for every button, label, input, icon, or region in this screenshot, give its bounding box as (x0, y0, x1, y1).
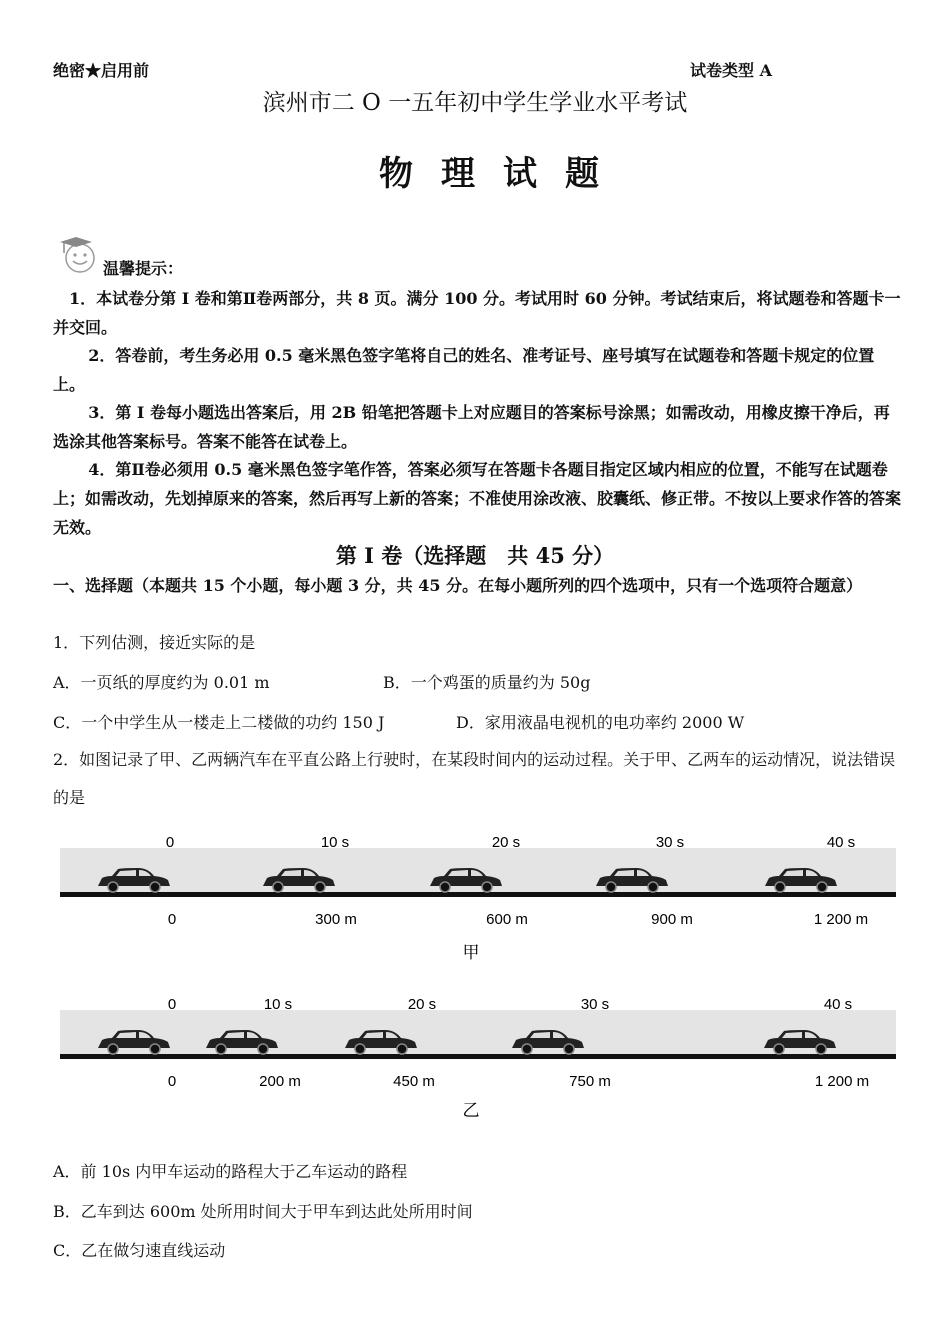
yi-track (60, 996, 896, 1121)
car-motion-figure (60, 828, 896, 1123)
tip-item-2: 2．答卷前，考生务必用 0.5 毫米黑色签字笔将自己的姓名、准考证号、座号填写在试题卷和答题卡规定的位置上。 (53, 346, 875, 394)
yi-dist-1200: 1 200 m (814, 1073, 870, 1090)
jia-time-20: 20 s (491, 834, 521, 851)
tips-label: 温馨提示： (103, 259, 184, 278)
q2-option-a: A．前 10s 内甲车运动的路程大于乙车运动的路程 (53, 1162, 408, 1181)
yi-dist-450: 450 m (393, 1073, 435, 1090)
yi-time-30: 30 s (580, 996, 610, 1013)
yi-dist-0: 0 (167, 1073, 177, 1090)
secret-label: 绝密★启用前 (53, 61, 150, 80)
exam-title: 滨州市二 O 一五年初中学生学业水平考试 (262, 90, 688, 116)
q1-option-a: A．一页纸的厚度约为 0.01 m (53, 673, 270, 692)
yi-time-0: 0 (167, 996, 177, 1013)
jia-label: 甲 (462, 943, 480, 963)
jia-time-40: 40 s (826, 834, 856, 851)
tip-item-1: 1．本试卷分第 I 卷和第Ⅱ卷两部分，共 8 页。满分 100 分。考试用时 60 分钟。考试结束后，将试题卷和答题卡一并交回。 (53, 289, 901, 337)
jia-track (60, 834, 896, 963)
tip-item-3: 3．第 I 卷每小题选出答案后，用 2B 铅笔把答题卡上对应题目的答案标号涂黑；如需改动，用橡皮擦干净后，再选涂其他答案标号。答案不能答在试卷上。 (53, 403, 890, 451)
q2-stem: 2．如图记录了甲、乙两辆汽车在平直公路上行驶时，在某段时间内的运动过程。关于甲、乙两车的运动情况，说法错误的是 (53, 750, 896, 807)
smiley-graduate-icon (56, 234, 100, 276)
jia-dist-1200: 1 200 m (813, 911, 869, 928)
jia-time-10: 10 s (320, 834, 350, 851)
yi-dist-200: 200 m (259, 1073, 301, 1090)
q1-option-d: D．家用液晶电视机的电功率约 2000 W (456, 713, 745, 732)
q2-option-b: B．乙车到达 600m 处所用时间大于甲车到达此处所用时间 (53, 1202, 473, 1221)
q1-option-c: C．一个中学生从一楼走上二楼做的功约 150 J (53, 713, 385, 732)
jia-time-0: 0 (165, 834, 175, 851)
section-intro: 一、选择题（本题共 15 个小题，每小题 3 分，共 45 分。在每小题所列的四个选项中，只有一个选项符合题意） (53, 576, 863, 595)
yi-time-20: 20 s (407, 996, 437, 1013)
section-title: 第 I 卷（选择题 共 45 分） (335, 543, 615, 568)
yi-time-10: 10 s (263, 996, 293, 1013)
jia-dist-900: 900 m (651, 911, 693, 928)
jia-dist-600: 600 m (486, 911, 528, 928)
paper-type-label: 试卷类型 A (690, 61, 772, 80)
q2-option-c: C．乙在做匀速直线运动 (53, 1241, 226, 1260)
q1-option-b: B．一个鸡蛋的质量约为 50g (383, 673, 591, 692)
yi-label: 乙 (462, 1101, 480, 1121)
subject-title: 物理试题 (379, 154, 627, 194)
yi-dist-750: 750 m (569, 1073, 611, 1090)
yi-time-40: 40 s (823, 996, 853, 1013)
jia-dist-0: 0 (167, 911, 177, 928)
jia-time-30: 30 s (655, 834, 685, 851)
q1-stem: 1．下列估测，接近实际的是 (53, 633, 256, 652)
jia-dist-300: 300 m (315, 911, 357, 928)
tip-item-4: 4．第Ⅱ卷必须用 0.5 毫米黑色签字笔作答，答案必须写在答题卡各题目指定区域内相应的位置，不能写在试题卷上；如需改动，先划掉原来的答案，然后再写上新的答案；不准使用涂改液、胶囊纸、修正带。不按以上要求作答的答案无效。 (53, 460, 902, 537)
